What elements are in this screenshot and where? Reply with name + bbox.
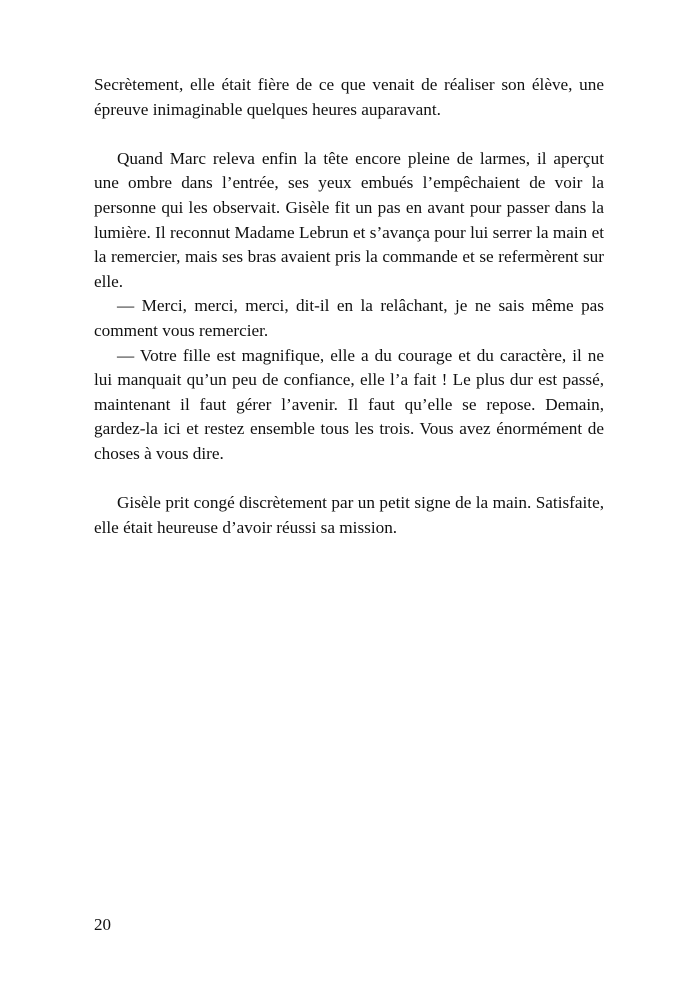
page-number: 20 [94, 915, 111, 934]
page-body [94, 73, 604, 540]
paragraph-2: Quand Marc releva enfin la tête encore pleine de larmes, il aperçut une ombre dans l’entrée, ses yeux embués l’empêchaient de voir la personne qui les observait. Gisèle fit un pas en avant pour passer dans la lumière. Il reconnut Madame Lebrun et s’avança pour lui serrer la main et la remercier, mais ses bras avaient pris la commande et se refermèrent sur elle. [94, 148, 604, 291]
paragraph-5: Gisèle prit congé discrètement par un petit signe de la main. Satisfaite, elle était heureuse d’avoir réussi sa mission. [94, 493, 604, 537]
paragraph-1: Secrètement, elle était fière de ce que venait de réaliser son élève, une épreuve inimaginable quelques heures auparavant. [94, 75, 604, 119]
dialogue-line-1: — Merci, merci, merci, dit-il en la relâchant, je ne sais même pas comment vous remercier. [94, 296, 604, 340]
dialogue-line-2: — Votre fille est magnifique, elle a du courage et du caractère, il ne lui manquait qu’un peu de confiance, elle l’a fait ! Le plus dur est passé, maintenant il faut gérer l’avenir. Il faut qu’elle se repose. Demain, gardez-la ici et restez ensemble tous les trois. Vous avez énormément de choses à vous dire. [94, 345, 604, 463]
